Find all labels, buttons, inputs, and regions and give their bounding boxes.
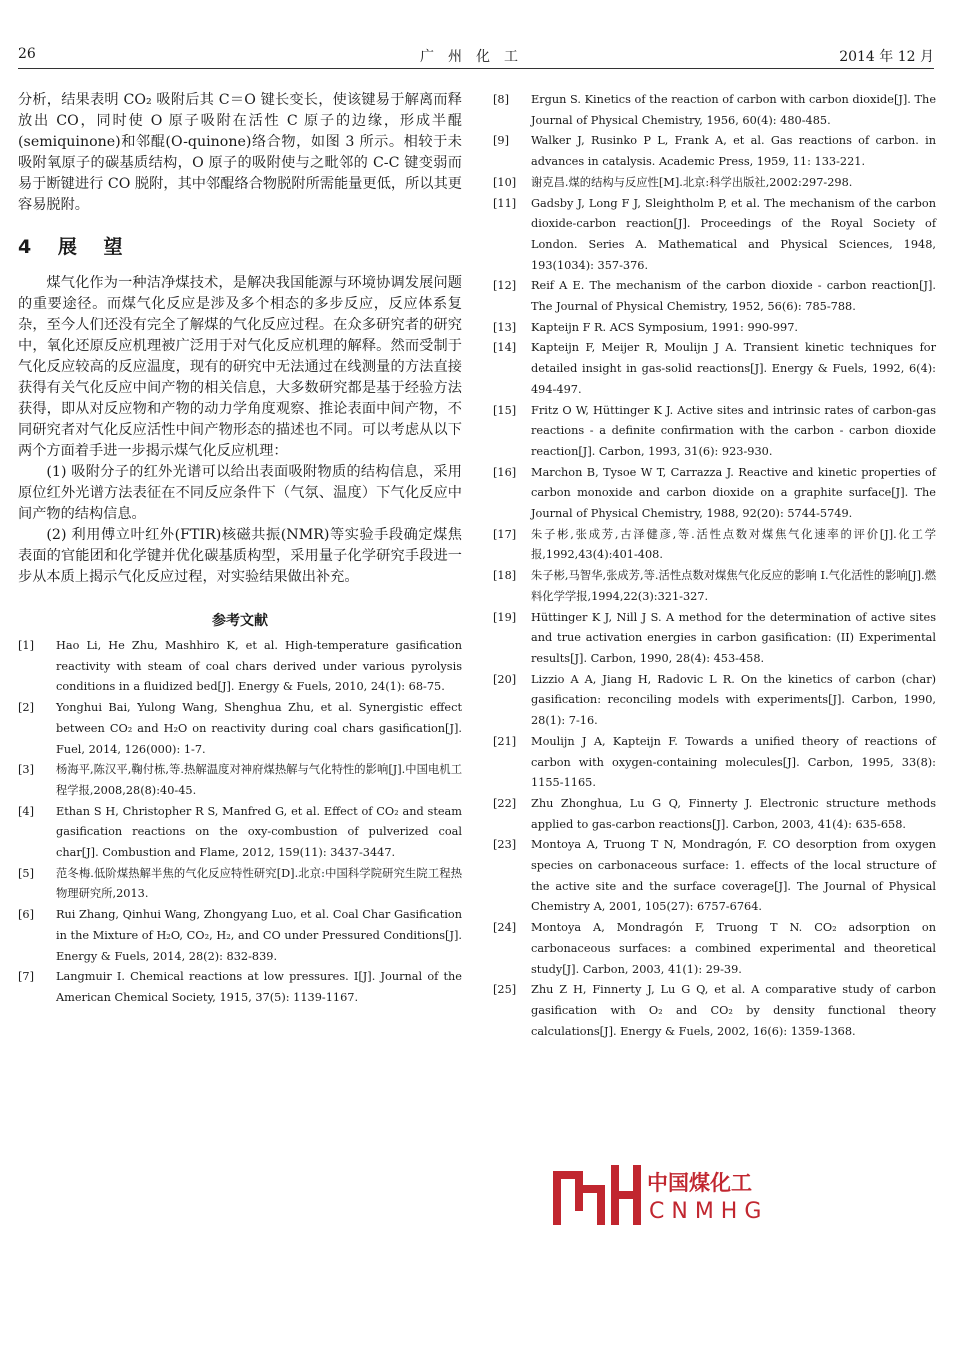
reference-text: Zhu Zhonghua, Lu G Q, Finnerty J. Electronic structure methods applied to gas-carbon reactions[J]. Carbon, 2003, 41(4): 635-658. — [531, 796, 936, 831]
reference-item — [493, 276, 936, 317]
reference-number: [2] — [18, 701, 35, 715]
reference-number: [18] — [493, 569, 517, 583]
reference-item — [493, 173, 936, 194]
reference-number: [16] — [493, 465, 517, 479]
reference-item — [493, 194, 936, 277]
reference-number: [3] — [18, 763, 35, 777]
reference-number: [13] — [493, 320, 517, 334]
running-header — [18, 46, 934, 68]
reference-item — [493, 918, 936, 980]
reference-item — [18, 760, 462, 801]
page-number: 26 — [18, 46, 36, 62]
reference-item — [493, 732, 936, 794]
paragraph-3: (2) 利用傅立叶红外(FTIR)核磁共振(NMR)等实验手段确定煤焦表面的官能团和化学键并优化碳基质构型，采用量子化学研究手段进一步从本质上揭示气化反应过程，对实验结果做出补充。 — [18, 527, 462, 585]
reference-text: Lizzio A A, Jiang H, Radovic L R. On the kinetics of carbon (char) gasification: reconciling models with experiments[J]. Carbon, 1990, 28(1): 7-16. — [531, 672, 936, 728]
logo-mark-icon — [553, 1165, 643, 1227]
reference-text: Fritz O W, Hüttinger K J. Active sites and intrinsic rates of carbon-gas reactions - a definite confirmation with the carbon - carbon dioxide reaction[J]. Carbon, 1993, 31(6): 923-930. — [531, 403, 936, 458]
references-title: 参考文献 — [212, 613, 268, 629]
reference-item — [493, 794, 936, 835]
reference-item — [18, 636, 462, 698]
reference-text: Gadsby J, Long F J, Sleightholm P, et al. The mechanism of the carbon dioxide-carbon reaction[J]. Proceedings of the Royal Society of London. Series A. Mathematical and Physical Sciences, 1948, 193(1034): 357-376. — [531, 196, 936, 272]
reference-number: [9] — [493, 134, 510, 148]
logo-name-en: CNMHG — [649, 1199, 769, 1224]
reference-number: [25] — [493, 983, 517, 997]
reference-text: Walker J, Rusinko P L, Frank A, et al. Gas reactions of carbon. in advances in catalysis. Academic Press, 1959, 11: 133-221. — [531, 134, 936, 169]
reference-number: [15] — [493, 403, 517, 417]
reference-number: [1] — [18, 639, 35, 652]
reference-item — [493, 463, 936, 525]
reference-text: Hüttinger K J, Nill J S. A method for the determination of active sites and true activation energies in carbon gasification: (II) Experimental results[J]. Carbon, 1990, 28(4): 453-458. — [531, 610, 936, 665]
reference-text: Marchon B, Tysoe W T, Carrazza J. Reactive and kinetic properties of carbon monoxide and carbon dioxide on a graphite surface[J]. The Journal of Physical Chemistry, 1988, 92(20): 5744-5749. — [531, 465, 936, 521]
section-title: 4 展 望 — [18, 236, 133, 258]
reference-text: 范冬梅.低阶煤热解半焦的气化反应特性研究[D].北京:中国科学院研究生院工程热物理研究所,2013. — [56, 866, 462, 901]
reference-number: [17] — [493, 527, 517, 541]
reference-item — [493, 670, 936, 732]
reference-item — [18, 967, 462, 1008]
reference-number: [4] — [18, 804, 35, 818]
reference-item — [493, 980, 936, 1042]
reference-text: 朱子彬,张成芳,古泽健彦,等.活性点数对煤焦气化速率的评价[J].化工学报,1992,43(4):401-408. — [531, 527, 936, 562]
reference-number: [24] — [493, 921, 517, 935]
reference-number: [8] — [493, 93, 510, 106]
reference-number: [23] — [493, 838, 517, 852]
reference-text: Yonghui Bai, Yulong Wang, Shenghua Zhu, et al. Synergistic effect between CO₂ and H₂O on reactivity during coal chars gasification[J]. Fuel, 2014, 126(000): 1-7. — [56, 701, 462, 756]
reference-text: 谢克昌.煤的结构与反应性[M].北京:科学出版社,2002:297-298. — [531, 175, 853, 189]
issue-date: 2014 年 12 月 — [839, 49, 934, 65]
reference-text: Zhu Z H, Finnerty J, Lu G Q, et al. A comparative study of carbon gasification with O₂ and CO₂ by density functional theory calculations[J]. Energy & Fuels, 2002, 16(6): 1359-1368. — [531, 983, 936, 1038]
reference-number: [20] — [493, 672, 517, 686]
reference-text: Hao Li, He Zhu, Mashhiro K, et al. High-temperature gasification reactivity with steam of coal chars derived under various pyrolysis conditions in a fluidized bed[J]. Energy & Fuels, 2010, 24(1): 68-75. — [56, 639, 462, 694]
reference-list-right — [493, 90, 936, 1042]
reference-number: [19] — [493, 610, 517, 624]
reference-text: Moulijn J A, Kapteijn F. Towards a unified theory of reactions of carbon with oxygen-containing molecules[J]. Carbon, 1995, 33(8): 1155-1165. — [531, 734, 936, 790]
reference-text: Langmuir I. Chemical reactions at low pressures. I[J]. Journal of the American Chemical Society, 1915, 37(5): 1139-1167. — [56, 970, 462, 1004]
reference-text: Montoya A, Truong T N, Mondragón, F. CO desorption from oxygen species on carbonaceous surface: 1. effects of the local structure of the active site and the surface coverage[J]. The Journal of Physical Chemistry A, 2001, 105(27): 6757-6764. — [531, 838, 936, 914]
cnmhg-logo — [553, 1165, 769, 1229]
reference-item — [18, 864, 462, 905]
reference-list-left — [18, 636, 462, 1009]
paragraph-top: 分析，结果表明 CO₂ 吸附后其 C＝O 键长变长，使该键易于解离而释放出 CO，同时使 O 原子吸附在活性 C 原子的边缘，形成半醌(semiquinone)和邻醌(O-quinone)络合物，如图 3 所示。相较于未吸附氧原子的碳基质结构，O 原子的吸附使与之毗邻的 C-C 键变弱而易于断键进行 CO 脱附，其中邻醌络合物脱附所需能量更低，所以其更容易脱附。 — [18, 92, 462, 213]
left-column — [18, 90, 462, 1009]
header-rule — [18, 68, 934, 69]
right-column — [493, 90, 936, 1042]
reference-text: 杨海平,陈汉平,鞠付栋,等.热解温度对神府煤热解与气化特性的影响[J].中国电机工程学报,2008,28(8):40-45. — [56, 763, 462, 797]
reference-item — [493, 90, 936, 131]
paragraph-1: 煤气化作为一种洁净煤技术，是解决我国能源与环境协调发展问题的重要途径。而煤气化反应是涉及多个相态的多步反应，反应体系复杂，至今人们还没有完全了解煤的气化反应过程。在众多研究者的研究中，氧化还原反应机理被广泛用于对气化反应机理的解释。然而受制于气化反应较高的反应温度，现有的研究中无法通过在线测量的方法直接获得有关气化反应中间产物的相关信息，大多数研究都是基于经验方法获得，即从对反应物和产物的动力学角度观察、推论表面中间产物，不同研究者对气化反应活性中间产物形态的描述也不同。可以考虑从以下两个方面着手进一步揭示煤气化反应机理： — [18, 275, 462, 459]
reference-item — [18, 802, 462, 864]
reference-number: [6] — [18, 908, 35, 922]
reference-item — [493, 608, 936, 670]
reference-item — [18, 698, 462, 760]
reference-item — [493, 131, 936, 172]
reference-number: [22] — [493, 796, 517, 810]
paragraph-2: (1) 吸附分子的红外光谱可以给出表面吸附物质的结构信息，采用原位红外光谱方法表征在不同反应条件下（气氛、温度）下气化反应中间产物的结构信息。 — [18, 464, 462, 522]
reference-item — [493, 338, 936, 400]
reference-text: Kapteijn F R. ACS Symposium, 1991: 990-997. — [531, 320, 798, 334]
reference-item — [493, 525, 936, 566]
logo-name-cn: 中国煤化工 — [647, 1171, 752, 1195]
reference-text: Ethan S H, Christopher R S, Manfred G, et al. Effect of CO₂ and steam gasification reactions on the oxy-combustion of pulverized coal char[J]. Combustion and Flame, 2012, 159(11): 3437-3447. — [56, 804, 462, 860]
reference-text: Montoya A, Mondragón F, Truong T N. CO₂ adsorption on carbonaceous surfaces: a combined experimental and theoretical study[J]. Carbon, 2003, 41(1): 29-39. — [531, 921, 936, 976]
reference-text: Ergun S. Kinetics of the reaction of carbon with carbon dioxide[J]. The Journal of Physical Chemistry, 1956, 60(4): 480-485. — [531, 93, 936, 127]
reference-item — [493, 835, 936, 918]
reference-item — [493, 318, 936, 339]
reference-item — [493, 401, 936, 463]
reference-text: 朱子彬,马智华,张成芳,等.活性点数对煤焦气化反应的影响 I.气化活性的影响[J].燃料化学学报,1994,22(3):321-327. — [531, 569, 936, 603]
reference-number: [11] — [493, 196, 517, 210]
journal-title: 广州化工 — [420, 49, 532, 65]
reference-number: [21] — [493, 734, 517, 748]
reference-number: [14] — [493, 341, 517, 355]
reference-item — [493, 566, 936, 607]
reference-number: [5] — [18, 866, 35, 880]
reference-number: [10] — [493, 175, 517, 189]
reference-text: Kapteijn F, Meijer R, Moulijn J A. Transient kinetic techniques for detailed insight in gas-solid reactions[J]. Energy & Fuels, 1992, 6(4): 494-497. — [531, 341, 936, 396]
reference-number: [7] — [18, 970, 35, 984]
reference-item — [18, 905, 462, 967]
reference-text: Rui Zhang, Qinhui Wang, Zhongyang Luo, et al. Coal Char Gasification in the Mixture of H₂O, CO₂, H₂, and CO under Pressured Conditions[J]. Energy & Fuels, 2014, 28(2): 832-839. — [56, 908, 462, 963]
reference-text: Reif A E. The mechanism of the carbon dioxide - carbon reaction[J]. The Journal of Physical Chemistry, 1952, 56(6): 785-788. — [531, 279, 936, 314]
reference-number: [12] — [493, 279, 517, 293]
